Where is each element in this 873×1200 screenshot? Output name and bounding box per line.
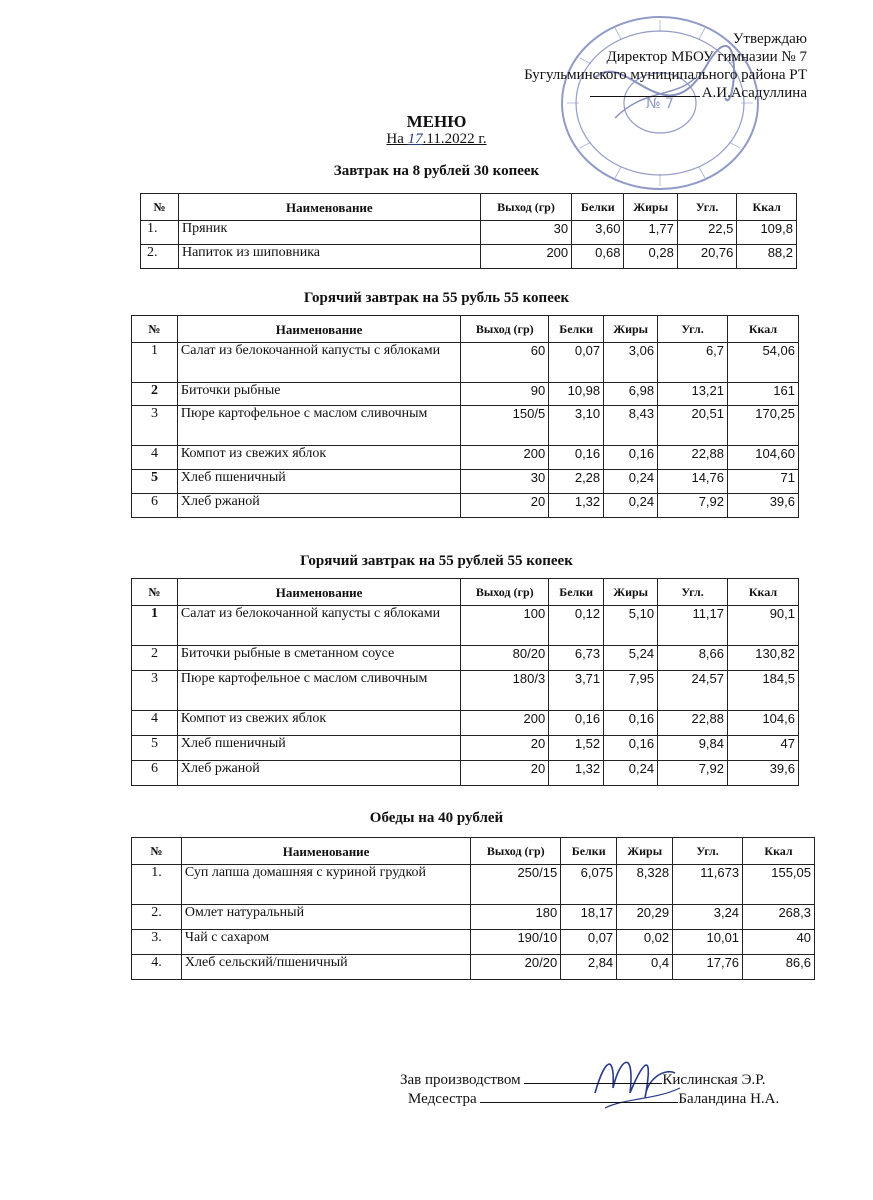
row-kcal: 39,6	[728, 494, 799, 518]
row-protein: 0,12	[549, 606, 604, 646]
row-yield: 180/3	[461, 671, 549, 711]
row-protein: 1,52	[549, 736, 604, 761]
row-no: 4	[132, 711, 178, 736]
row-name: Хлеб пшеничный	[177, 470, 460, 494]
row-kcal: 104,6	[728, 711, 799, 736]
menu-table-3	[131, 578, 799, 786]
menu-table-4	[131, 837, 815, 980]
col-fat: Жиры	[617, 838, 673, 865]
row-carbs: 22,88	[658, 711, 728, 736]
table-row	[132, 865, 815, 905]
approval-block	[524, 30, 807, 102]
row-kcal: 170,25	[728, 406, 799, 446]
col-yield: Выход (гр)	[461, 316, 549, 343]
row-fat: 20,29	[617, 905, 673, 930]
table-header-row	[132, 838, 815, 865]
row-protein: 3,60	[572, 221, 624, 245]
row-yield: 250/15	[471, 865, 561, 905]
row-fat: 0,16	[604, 711, 658, 736]
approval-line-1: Утверждаю	[732, 31, 807, 47]
row-kcal: 184,5	[728, 671, 799, 711]
row-no: 1.	[141, 221, 179, 245]
row-yield: 30	[461, 470, 549, 494]
row-carbs: 9,84	[658, 736, 728, 761]
approval-line-2: Директор МБОУ гимназии № 7	[606, 49, 807, 65]
row-carbs: 24,57	[658, 671, 728, 711]
row-protein: 0,68	[572, 245, 624, 269]
row-name: Биточки рыбные	[177, 383, 460, 406]
row-no: 6	[132, 761, 178, 786]
row-protein: 2,28	[549, 470, 604, 494]
row-yield: 190/10	[471, 930, 561, 955]
row-fat: 0,24	[604, 494, 658, 518]
footer-role-2: Медсестра	[408, 1091, 477, 1107]
row-no: 2.	[132, 905, 182, 930]
approval-line-3: Бугульминского муниципального района РТ	[524, 67, 807, 83]
row-no: 5	[132, 470, 178, 494]
row-carbs: 22,5	[677, 221, 737, 245]
row-kcal: 54,06	[728, 343, 799, 383]
row-carbs: 13,21	[658, 383, 728, 406]
col-fat: Жиры	[624, 194, 677, 221]
row-no: 1	[132, 343, 178, 383]
row-name: Компот из свежих яблок	[177, 711, 460, 736]
row-protein: 6,73	[549, 646, 604, 671]
col-protein: Белки	[572, 194, 624, 221]
signature-line	[590, 84, 700, 97]
col-kcal: Ккал	[743, 838, 815, 865]
section-title-2: Горячий завтрак на 55 рубль 55 копеек	[303, 290, 570, 306]
table-row	[132, 383, 799, 406]
row-yield: 100	[461, 606, 549, 646]
row-kcal: 90,1	[728, 606, 799, 646]
row-name: Салат из белокочанной капусты с яблоками	[177, 343, 460, 383]
row-kcal: 104,60	[728, 446, 799, 470]
row-name: Чай с сахаром	[181, 930, 470, 955]
row-yield: 30	[480, 221, 571, 245]
row-protein: 0,07	[561, 930, 617, 955]
row-fat: 0,24	[604, 761, 658, 786]
col-yield: Выход (гр)	[480, 194, 571, 221]
col-no: №	[132, 579, 178, 606]
stamp-text: № 7	[646, 96, 674, 112]
col-name: Наименование	[177, 579, 460, 606]
row-protein: 1,32	[549, 761, 604, 786]
row-fat: 0,24	[604, 470, 658, 494]
table-row	[132, 671, 799, 711]
row-yield: 200	[461, 446, 549, 470]
row-carbs: 10,01	[673, 930, 743, 955]
row-yield: 20	[461, 761, 549, 786]
row-name: Хлеб ржаной	[177, 494, 460, 518]
row-no: 2	[132, 646, 178, 671]
row-fat: 3,06	[604, 343, 658, 383]
row-fat: 7,95	[604, 671, 658, 711]
row-name: Пюре картофельное с маслом сливочным	[177, 671, 460, 711]
table-row	[132, 606, 799, 646]
row-carbs: 7,92	[658, 761, 728, 786]
page-title: МЕНЮ	[406, 112, 467, 131]
row-fat: 8,43	[604, 406, 658, 446]
table-row	[132, 343, 799, 383]
row-name: Компот из свежих яблок	[177, 446, 460, 470]
col-protein: Белки	[549, 316, 604, 343]
col-carbs: Угл.	[677, 194, 737, 221]
col-carbs: Угл.	[658, 316, 728, 343]
row-no: 1.	[132, 865, 182, 905]
table-row	[132, 470, 799, 494]
row-carbs: 11,673	[673, 865, 743, 905]
row-fat: 5,24	[604, 646, 658, 671]
date-day: 17	[407, 131, 423, 147]
row-kcal: 161	[728, 383, 799, 406]
table-row	[132, 761, 799, 786]
section-title-3: Горячий завтрак на 55 рублей 55 копеек	[300, 553, 573, 569]
footer-name-1: Кислинская Э.Р.	[662, 1072, 766, 1088]
row-yield: 150/5	[461, 406, 549, 446]
table-row	[132, 955, 815, 980]
row-fat: 5,10	[604, 606, 658, 646]
row-name: Напиток из шиповника	[178, 245, 480, 269]
row-fat: 0,02	[617, 930, 673, 955]
footer-role-1: Зав производством	[400, 1072, 521, 1088]
row-carbs: 22,88	[658, 446, 728, 470]
row-protein: 3,10	[549, 406, 604, 446]
table-row	[132, 494, 799, 518]
col-yield: Выход (гр)	[471, 838, 561, 865]
col-name: Наименование	[181, 838, 470, 865]
col-protein: Белки	[549, 579, 604, 606]
row-carbs: 14,76	[658, 470, 728, 494]
row-yield: 200	[480, 245, 571, 269]
row-yield: 200	[461, 711, 549, 736]
table-row	[132, 905, 815, 930]
row-name: Хлеб сельский/пшеничный	[181, 955, 470, 980]
row-protein: 1,32	[549, 494, 604, 518]
signature-line-2	[480, 1089, 678, 1103]
date-prefix: На	[386, 131, 408, 147]
row-kcal: 268,3	[743, 905, 815, 930]
row-yield: 20	[461, 736, 549, 761]
table-row	[132, 446, 799, 470]
date-rest: .11.2022 г.	[422, 131, 487, 147]
row-protein: 10,98	[549, 383, 604, 406]
row-fat: 0,16	[604, 736, 658, 761]
col-name: Наименование	[178, 194, 480, 221]
row-carbs: 17,76	[673, 955, 743, 980]
table-header-row	[132, 579, 799, 606]
row-kcal: 155,05	[743, 865, 815, 905]
row-kcal: 47	[728, 736, 799, 761]
row-yield: 60	[461, 343, 549, 383]
row-carbs: 7,92	[658, 494, 728, 518]
table-row	[132, 736, 799, 761]
row-fat: 8,328	[617, 865, 673, 905]
col-fat: Жиры	[604, 316, 658, 343]
table-row	[132, 930, 815, 955]
row-kcal: 130,82	[728, 646, 799, 671]
row-kcal: 88,2	[737, 245, 797, 269]
col-kcal: Ккал	[737, 194, 797, 221]
row-fat: 6,98	[604, 383, 658, 406]
row-fat: 1,77	[624, 221, 677, 245]
row-no: 3.	[132, 930, 182, 955]
col-yield: Выход (гр)	[461, 579, 549, 606]
row-no: 4.	[132, 955, 182, 980]
row-no: 5	[132, 736, 178, 761]
table-row	[141, 245, 797, 269]
footer-row-2	[400, 1089, 779, 1108]
row-name: Омлет натуральный	[181, 905, 470, 930]
col-kcal: Ккал	[728, 316, 799, 343]
row-protein: 0,16	[549, 446, 604, 470]
section-title-1: Завтрак на 8 рублей 30 копеек	[333, 163, 540, 179]
table-header-row	[132, 316, 799, 343]
row-no: 3	[132, 406, 178, 446]
row-carbs: 20,76	[677, 245, 737, 269]
menu-table-1	[140, 193, 797, 269]
row-name: Хлеб пшеничный	[177, 736, 460, 761]
row-no: 6	[132, 494, 178, 518]
col-protein: Белки	[561, 838, 617, 865]
row-no: 2.	[141, 245, 179, 269]
director-name: А.И.Асадуллина	[701, 85, 807, 101]
row-yield: 80/20	[461, 646, 549, 671]
row-yield: 90	[461, 383, 549, 406]
row-kcal: 40	[743, 930, 815, 955]
col-carbs: Угл.	[673, 838, 743, 865]
row-fat: 0,4	[617, 955, 673, 980]
row-protein: 0,16	[549, 711, 604, 736]
row-carbs: 3,24	[673, 905, 743, 930]
row-carbs: 11,17	[658, 606, 728, 646]
row-name: Пряник	[178, 221, 480, 245]
row-fat: 0,28	[624, 245, 677, 269]
row-yield: 20	[461, 494, 549, 518]
row-name: Суп лапша домашняя с куриной грудкой	[181, 865, 470, 905]
row-name: Биточки рыбные в сметанном соусе	[177, 646, 460, 671]
row-no: 2	[132, 383, 178, 406]
row-name: Пюре картофельное с маслом сливочным	[177, 406, 460, 446]
col-no: №	[141, 194, 179, 221]
approval-line-4	[524, 84, 807, 102]
table-row	[132, 711, 799, 736]
row-name: Салат из белокочанной капусты с яблоками	[177, 606, 460, 646]
footer-row-1	[400, 1070, 779, 1089]
col-kcal: Ккал	[728, 579, 799, 606]
row-name: Хлеб ржаной	[177, 761, 460, 786]
row-fat: 0,16	[604, 446, 658, 470]
row-kcal: 109,8	[737, 221, 797, 245]
row-carbs: 8,66	[658, 646, 728, 671]
row-protein: 18,17	[561, 905, 617, 930]
col-no: №	[132, 316, 178, 343]
col-fat: Жиры	[604, 579, 658, 606]
row-no: 1	[132, 606, 178, 646]
col-carbs: Угл.	[658, 579, 728, 606]
row-protein: 0,07	[549, 343, 604, 383]
row-carbs: 6,7	[658, 343, 728, 383]
row-no: 4	[132, 446, 178, 470]
row-yield: 20/20	[471, 955, 561, 980]
footer-name-2: Баландина Н.А.	[678, 1091, 780, 1107]
row-kcal: 39,6	[728, 761, 799, 786]
col-name: Наименование	[177, 316, 460, 343]
section-title-4: Обеды на 40 рублей	[369, 810, 504, 826]
row-protein: 3,71	[549, 671, 604, 711]
footer-signatures	[400, 1070, 779, 1108]
row-protein: 2,84	[561, 955, 617, 980]
row-protein: 6,075	[561, 865, 617, 905]
table-row	[141, 221, 797, 245]
row-carbs: 20,51	[658, 406, 728, 446]
table-row	[132, 646, 799, 671]
col-no: №	[132, 838, 182, 865]
row-no: 3	[132, 671, 178, 711]
row-yield: 180	[471, 905, 561, 930]
row-kcal: 71	[728, 470, 799, 494]
signature-line-1	[524, 1070, 662, 1084]
row-kcal: 86,6	[743, 955, 815, 980]
menu-table-2	[131, 315, 799, 518]
table-row	[132, 406, 799, 446]
